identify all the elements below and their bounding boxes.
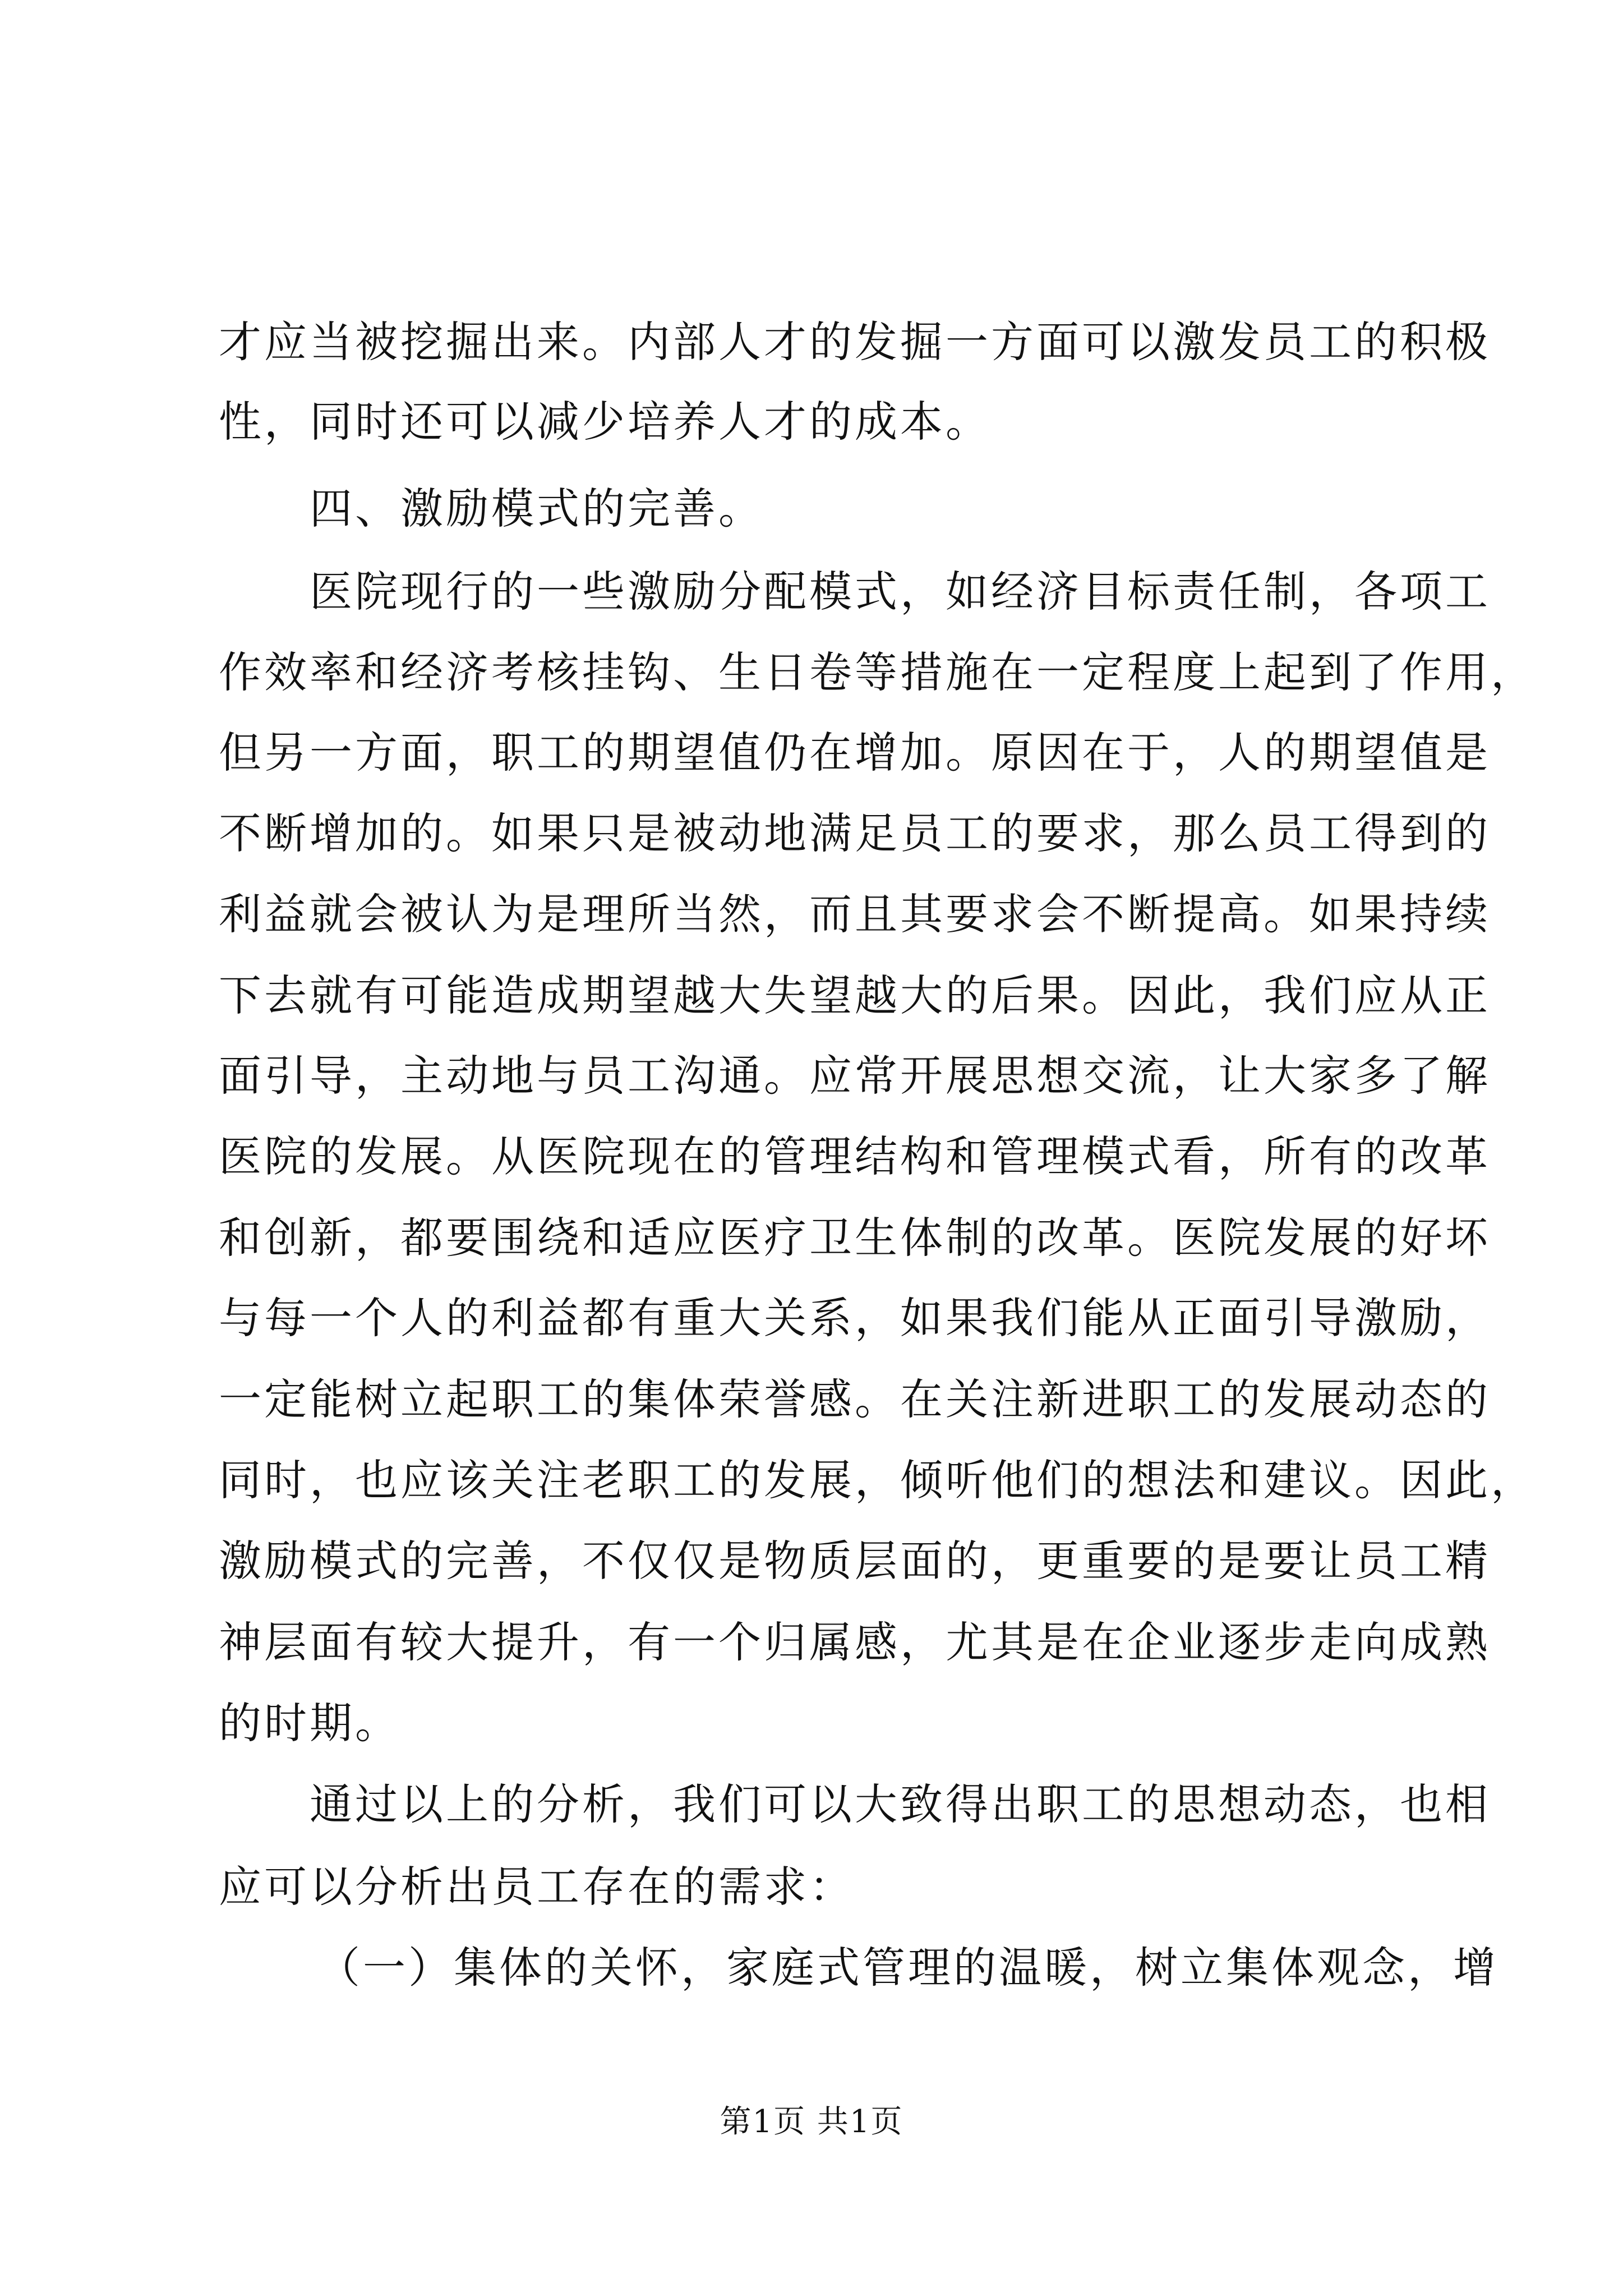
body-line bbox=[0, 1519, 1623, 1603]
body-line bbox=[0, 1681, 1623, 1765]
body-line bbox=[0, 1438, 1623, 1522]
section-heading bbox=[0, 467, 1623, 551]
paragraph-start bbox=[0, 1763, 1623, 1847]
text-line: 作效率和经济考核挂钩、生日卷等措施在一定程度上起到了作用， bbox=[219, 647, 1536, 697]
text-line: 通过以上的分析，我们可以大致得出职工的思想动态，也相 bbox=[310, 1779, 1491, 1829]
body-line bbox=[0, 1845, 1623, 1929]
body-line bbox=[0, 631, 1623, 715]
text-line: 面引导，主动地与员工沟通。应常开展思想交流，让大家多了解 bbox=[219, 1051, 1491, 1101]
body-line bbox=[0, 1196, 1623, 1280]
body-line bbox=[0, 1034, 1623, 1118]
body-line bbox=[0, 954, 1623, 1038]
body-line bbox=[0, 1600, 1623, 1685]
text-line: 与每一个人的利益都有重大关系，如果我们能从正面引导激励， bbox=[219, 1293, 1491, 1343]
body-line bbox=[0, 1358, 1623, 1442]
text-line: 应可以分析出员工存在的需求： bbox=[219, 1862, 855, 1912]
list-item-start bbox=[0, 1926, 1623, 2010]
text-line: 一定能树立起职工的集体荣誉感。在关注新进职工的发展动态的 bbox=[219, 1374, 1491, 1424]
text-line: 神层面有较大提升，有一个归属感，尤其是在企业逐步走向成熟 bbox=[219, 1617, 1491, 1667]
body-line-2 bbox=[0, 380, 1623, 464]
body-line bbox=[0, 1276, 1623, 1360]
text-line: 医院的发展。从医院现在的管理结构和管理模式看，所有的改革 bbox=[219, 1131, 1491, 1181]
body-line bbox=[0, 792, 1623, 876]
section-heading-text: 四、激励模式的完善。 bbox=[310, 484, 764, 533]
text-line: 和创新，都要围绕和适应医疗卫生体制的改革。医院发展的好坏 bbox=[219, 1213, 1491, 1263]
text-line: 下去就有可能造成期望越大失望越大的后果。因此，我们应从正 bbox=[219, 970, 1491, 1020]
body-line bbox=[0, 872, 1623, 956]
text-line: 不断增加的。如果只是被动地满足员工的要求，那么员工得到的 bbox=[219, 808, 1491, 858]
text-line: 但另一方面，职工的期望值仍在增加。原因在于，人的期望值是 bbox=[219, 728, 1491, 777]
text-line: （一）集体的关怀，家庭式管理的温暖，树立集体观念，增 bbox=[317, 1943, 1498, 1993]
text-line: 才应当被挖掘出来。内部人才的发掘一方面可以激发员工的积极 bbox=[219, 317, 1491, 367]
text-line: 的时期。 bbox=[219, 1698, 400, 1748]
text-line: 医院现行的一些激励分配模式，如经济目标责任制，各项工 bbox=[310, 567, 1491, 616]
body-line-1 bbox=[0, 300, 1623, 384]
paragraph-start bbox=[0, 550, 1623, 634]
body-line bbox=[0, 1115, 1623, 1199]
page-footer: 第1页 共1页 bbox=[720, 2104, 903, 2140]
text-line: 同时，也应该关注老职工的发展，倾听他们的想法和建议。因此， bbox=[219, 1455, 1536, 1505]
body-line bbox=[0, 711, 1623, 795]
text-line: 性，同时还可以减少培养人才的成本。 bbox=[219, 397, 991, 447]
text-line: 激励模式的完善，不仅仅是物质层面的，更重要的是要让员工精 bbox=[219, 1536, 1491, 1586]
text-line: 利益就会被认为是理所当然，而且其要求会不断提高。如果持续 bbox=[219, 889, 1491, 939]
